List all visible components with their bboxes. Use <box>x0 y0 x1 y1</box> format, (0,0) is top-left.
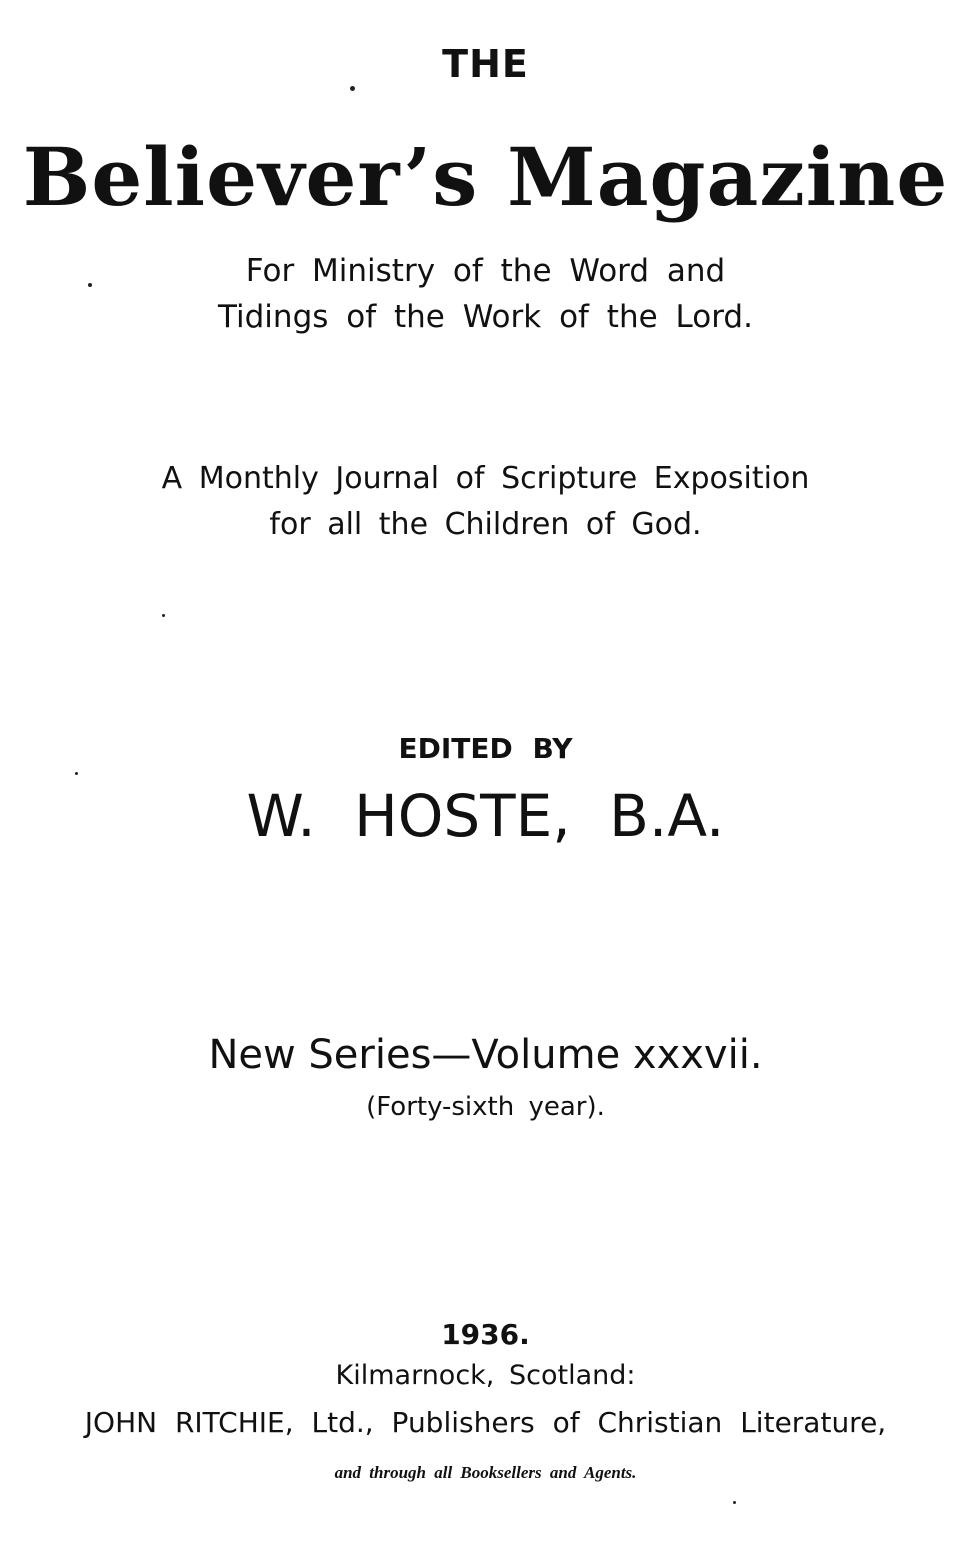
scan-speck <box>162 614 165 617</box>
scan-speck <box>733 1501 736 1504</box>
editor-name: W. HOSTE, B.A. <box>246 782 725 850</box>
publication-place: Kilmarnock, Scotland: <box>335 1360 636 1391</box>
tagline <box>0 248 971 340</box>
publisher-name: JOHN RITCHIE, Ltd., Publishers of Christian Literature, <box>84 1406 887 1439</box>
magazine-title: Believer’s Magazine <box>22 130 949 224</box>
series-year-note: (Forty-sixth year). <box>366 1092 605 1122</box>
journal-description <box>0 456 971 548</box>
agents-note: and through all Booksellers and Agents. <box>334 1463 637 1482</box>
scan-speck <box>88 283 92 287</box>
publication-year: 1936. <box>441 1318 530 1351</box>
tagline-line-2: Tidings of the Work of the Lord. <box>218 299 753 335</box>
edited-by-label: EDITED BY <box>398 732 573 765</box>
scan-speck <box>350 86 355 91</box>
title-article: THE <box>442 42 529 86</box>
series-volume: New Series—Volume xxxvii. <box>208 1032 763 1078</box>
scan-speck <box>75 772 78 775</box>
tagline-line-1: For Ministry of the Word and <box>245 253 726 289</box>
description-line-2: for all the Children of God. <box>269 507 702 542</box>
description-line-1: A Monthly Journal of Scripture Exposition <box>161 461 810 496</box>
